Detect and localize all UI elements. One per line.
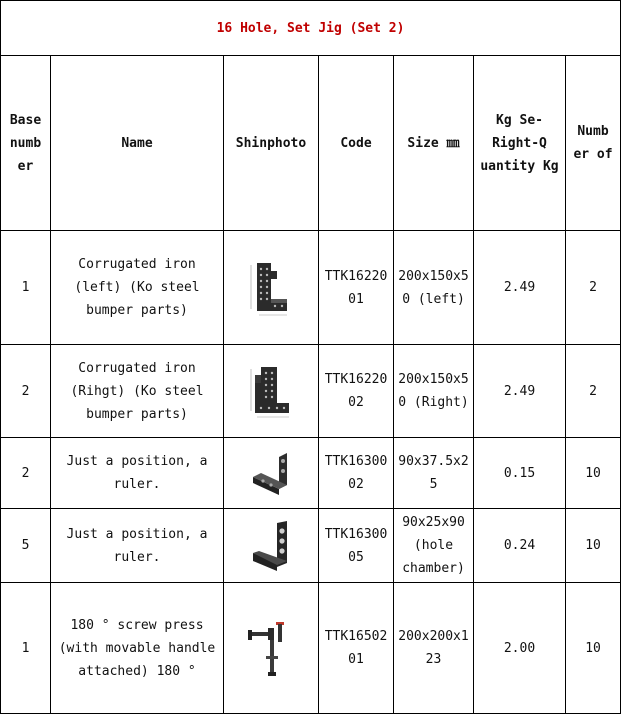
table-row	[1, 509, 621, 583]
size-cell: 90x37.5x25	[394, 438, 474, 509]
header-size: Size ㎜	[394, 56, 474, 231]
name-cell: Just a position, a ruler.	[51, 438, 224, 509]
header-kg: Kg Se-Right-Q uantity Kg	[474, 56, 566, 231]
photo-cell	[224, 345, 319, 438]
weight-cell: 0.15	[474, 438, 566, 509]
l-shaped-corrugated-iron-right-icon	[247, 363, 295, 419]
header-code: Code	[319, 56, 394, 231]
count-cell: 10	[566, 583, 621, 714]
size-cell: 200x150x50 (Right)	[394, 345, 474, 438]
base-number-cell: 1	[1, 231, 51, 345]
table-row	[1, 583, 621, 714]
code-cell: TTK1622002	[319, 345, 394, 438]
table-row	[1, 438, 621, 509]
code-cell: TTK1650201	[319, 583, 394, 714]
table-title: 16 Hole, Set Jig (Set 2)	[1, 1, 621, 56]
code-cell: TTK1630005	[319, 509, 394, 583]
count-cell: 2	[566, 345, 621, 438]
photo-cell	[224, 231, 319, 345]
l-shaped-corrugated-iron-left-icon	[247, 259, 295, 317]
photo-cell	[224, 509, 319, 583]
photo-cell	[224, 583, 319, 714]
weight-cell: 2.49	[474, 345, 566, 438]
header-number-of: Numb er of	[566, 56, 621, 231]
code-cell: TTK1630002	[319, 438, 394, 509]
angle-ruler-hole-chamber-icon	[249, 519, 293, 573]
code-cell: TTK1622001	[319, 231, 394, 345]
name-cell: Corrugated iron (Rihgt) (Ko steel bumper parts)	[51, 345, 224, 438]
base-number-cell: 5	[1, 509, 51, 583]
table-row	[1, 345, 621, 438]
weight-cell: 2.49	[474, 231, 566, 345]
header-shinphoto: Shinphoto	[224, 56, 319, 231]
table-row	[1, 231, 621, 345]
base-number-cell: 2	[1, 438, 51, 509]
base-number-cell: 1	[1, 583, 51, 714]
name-cell: 180 ° screw press (with movable handle attached) 180 °	[51, 583, 224, 714]
header-name: Name	[51, 56, 224, 231]
size-cell: 200x150x50 (left)	[394, 231, 474, 345]
count-cell: 2	[566, 231, 621, 345]
photo-cell	[224, 438, 319, 509]
weight-cell: 0.24	[474, 509, 566, 583]
size-cell: 200x200x123	[394, 583, 474, 714]
screw-press-clamp-icon	[246, 618, 296, 678]
count-cell: 10	[566, 438, 621, 509]
header-base-number: Base numb er	[1, 56, 51, 231]
base-number-cell: 2	[1, 345, 51, 438]
angle-position-ruler-icon	[249, 449, 293, 497]
weight-cell: 2.00	[474, 583, 566, 714]
size-cell: 90x25x90 (hole chamber)	[394, 509, 474, 583]
header-row	[1, 56, 621, 231]
name-cell: Just a position, a ruler.	[51, 509, 224, 583]
count-cell: 10	[566, 509, 621, 583]
name-cell: Corrugated iron (left) (Ko steel bumper parts)	[51, 231, 224, 345]
